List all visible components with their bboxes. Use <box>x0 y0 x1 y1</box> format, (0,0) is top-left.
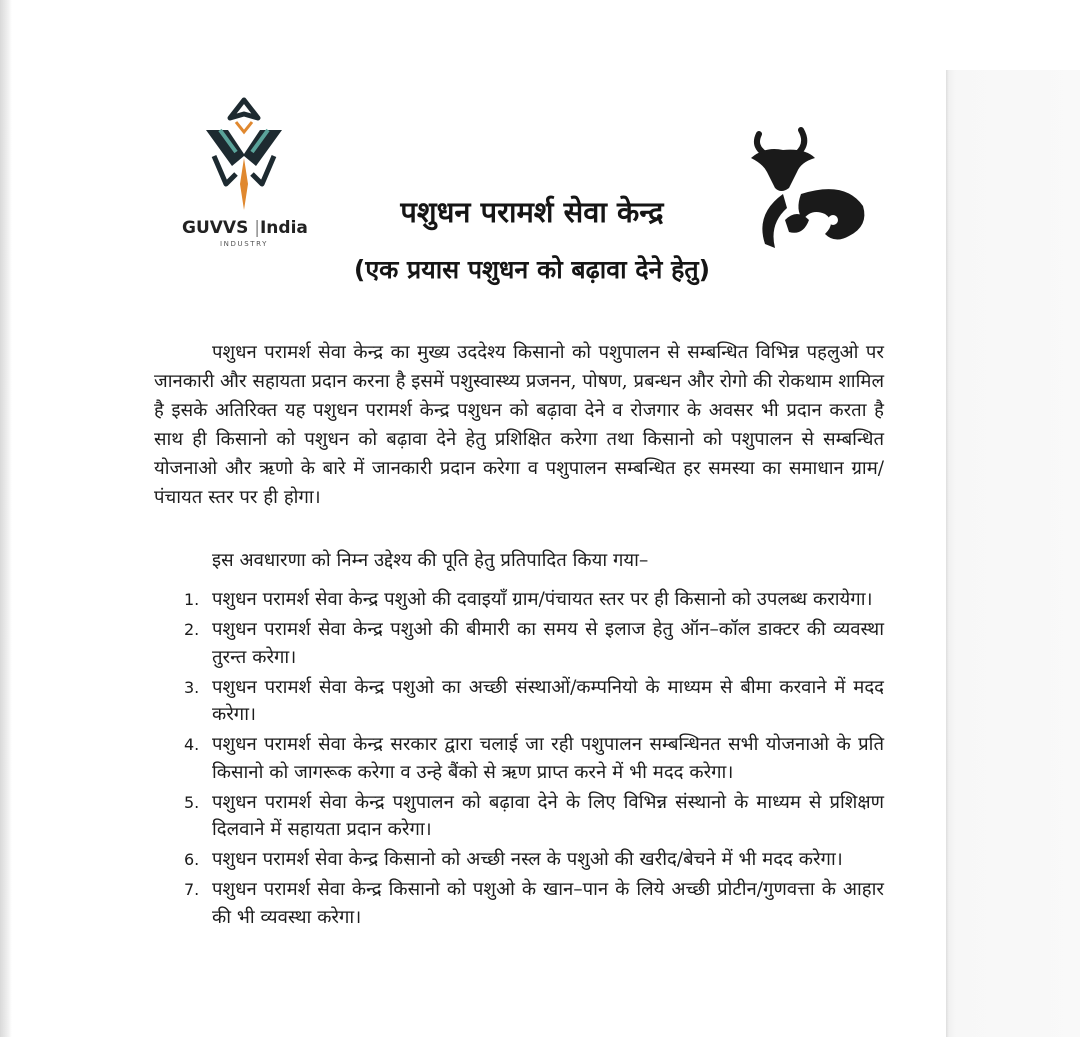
objectives-lead: इस अवधारणा को निम्न उद्देश्य की पूति हेतु प्रतिपादित किया गया– <box>212 550 649 571</box>
list-item-number: 3. <box>184 677 200 697</box>
objectives-list <box>154 586 884 934</box>
brand-tagline: INDUSTRY <box>220 240 269 248</box>
list-item <box>154 586 884 614</box>
list-item <box>154 674 884 729</box>
page-subtitle: (एक प्रयास पशुधन को बढ़ावा देने हेतु) <box>353 255 711 284</box>
list-item-number: 4. <box>184 735 200 754</box>
list-item-number: 1. <box>184 590 200 609</box>
list-item <box>154 789 884 844</box>
cow-logo <box>745 124 873 258</box>
list-item-number: 7. <box>184 880 200 899</box>
intro-paragraph: पशुधन परामर्श सेवा केन्द्र का मुख्य उददेश्य किसानो को पशुपालन से सम्बन्धित विभिन्न पहलुओ पर जानकारी और सहायता प्रदान करना है इसमें पशुस्वास्थ्य प्रजनन, पोषण, प्रबन्धन और रोगो की रोकथाम शामिल है इसके अतिरिक्त यह पशुधन परामर्श केन्द्र पशुधन को बढ़ावा देने व रोजगार के अवसर भी प्रदान करता है साथ ही किसानो को पशुधन को बढ़ावा देने हेतु प्रशिक्षित करेगा तथा किसानो को पशुपालन से सम्बन्धित योजनाओ और ऋणो के बारे में जानकारी प्रदान करेगा व पशुपालन सम्बन्धित हर समस्या का समाधान ग्राम/पंचायत स्तर पर ही होगा। <box>154 342 884 508</box>
guvvs-emblem-icon <box>200 96 290 214</box>
list-item-text: पशुधन परामर्श सेवा केन्द्र किसानो को पशुओ के खान–पान के लिये अच्छी प्रोटीन/गुणवत्ता के आहार की भी व्यवस्था करेगा। <box>212 879 884 928</box>
brand-name: GUVVS <box>182 218 249 238</box>
list-item-number: 2. <box>184 620 200 639</box>
list-item-text: पशुधन परामर्श सेवा केन्द्र पशुपालन को बढ़ावा देने के लिए विभिन्न संस्थानो के माध्यम से प्रशिक्षण दिलवाने में सहायता प्रदान करेगा। <box>212 791 884 840</box>
list-item-text: पशुधन परामर्श सेवा केन्द्र पशुओ का अच्छी संस्थाओं/कम्पनियो के माध्यम से बीमा करवाने में मदद करेगा। <box>212 676 884 725</box>
brand-region: India <box>259 218 308 238</box>
list-item <box>154 616 884 671</box>
photo-left-edge <box>0 0 12 1037</box>
list-item-text: पशुधन परामर्श सेवा केन्द्र पशुओ की बीमारी का समय से इलाज हेतु ऑन–कॉल डाक्टर की व्यवस्था तुरन्त करेगा। <box>212 619 884 668</box>
guvvs-logo <box>182 96 312 256</box>
list-item-number: 5. <box>184 792 200 812</box>
list-item-text: पशुधन परामर्श सेवा केन्द्र पशुओ की दवाइयाँ ग्राम/पंचायत स्तर पर ही किसानो को उपलब्ध करायेगा। <box>212 589 873 610</box>
brand-wordmark <box>182 218 312 238</box>
list-item-number: 6. <box>184 850 200 869</box>
list-item <box>154 846 884 874</box>
cow-icon <box>745 124 873 254</box>
brand-separator: | <box>254 218 260 238</box>
list-item <box>154 876 884 931</box>
list-item-text: पशुधन परामर्श सेवा केन्द्र सरकार द्वारा चलाई जा रही पशुपालन सम्बन्धिनत सभी योजनाओ के प्रति किसानो को जागरूक करेगा व उन्हे बैंको से ऋण प्राप्त करने में भी मदद करेगा। <box>212 734 884 783</box>
page-title: पशुधन परामर्श सेवा केन्द्र <box>400 195 664 229</box>
list-item-text: पशुधन परामर्श सेवा केन्द्र किसानो को अच्छी नस्ल के पशुओ की खरीद/बेचने में भी मदद करेगा। <box>212 849 843 870</box>
document-page <box>12 0 946 1037</box>
list-item <box>154 731 884 786</box>
photo-right-margin <box>946 70 1080 1037</box>
